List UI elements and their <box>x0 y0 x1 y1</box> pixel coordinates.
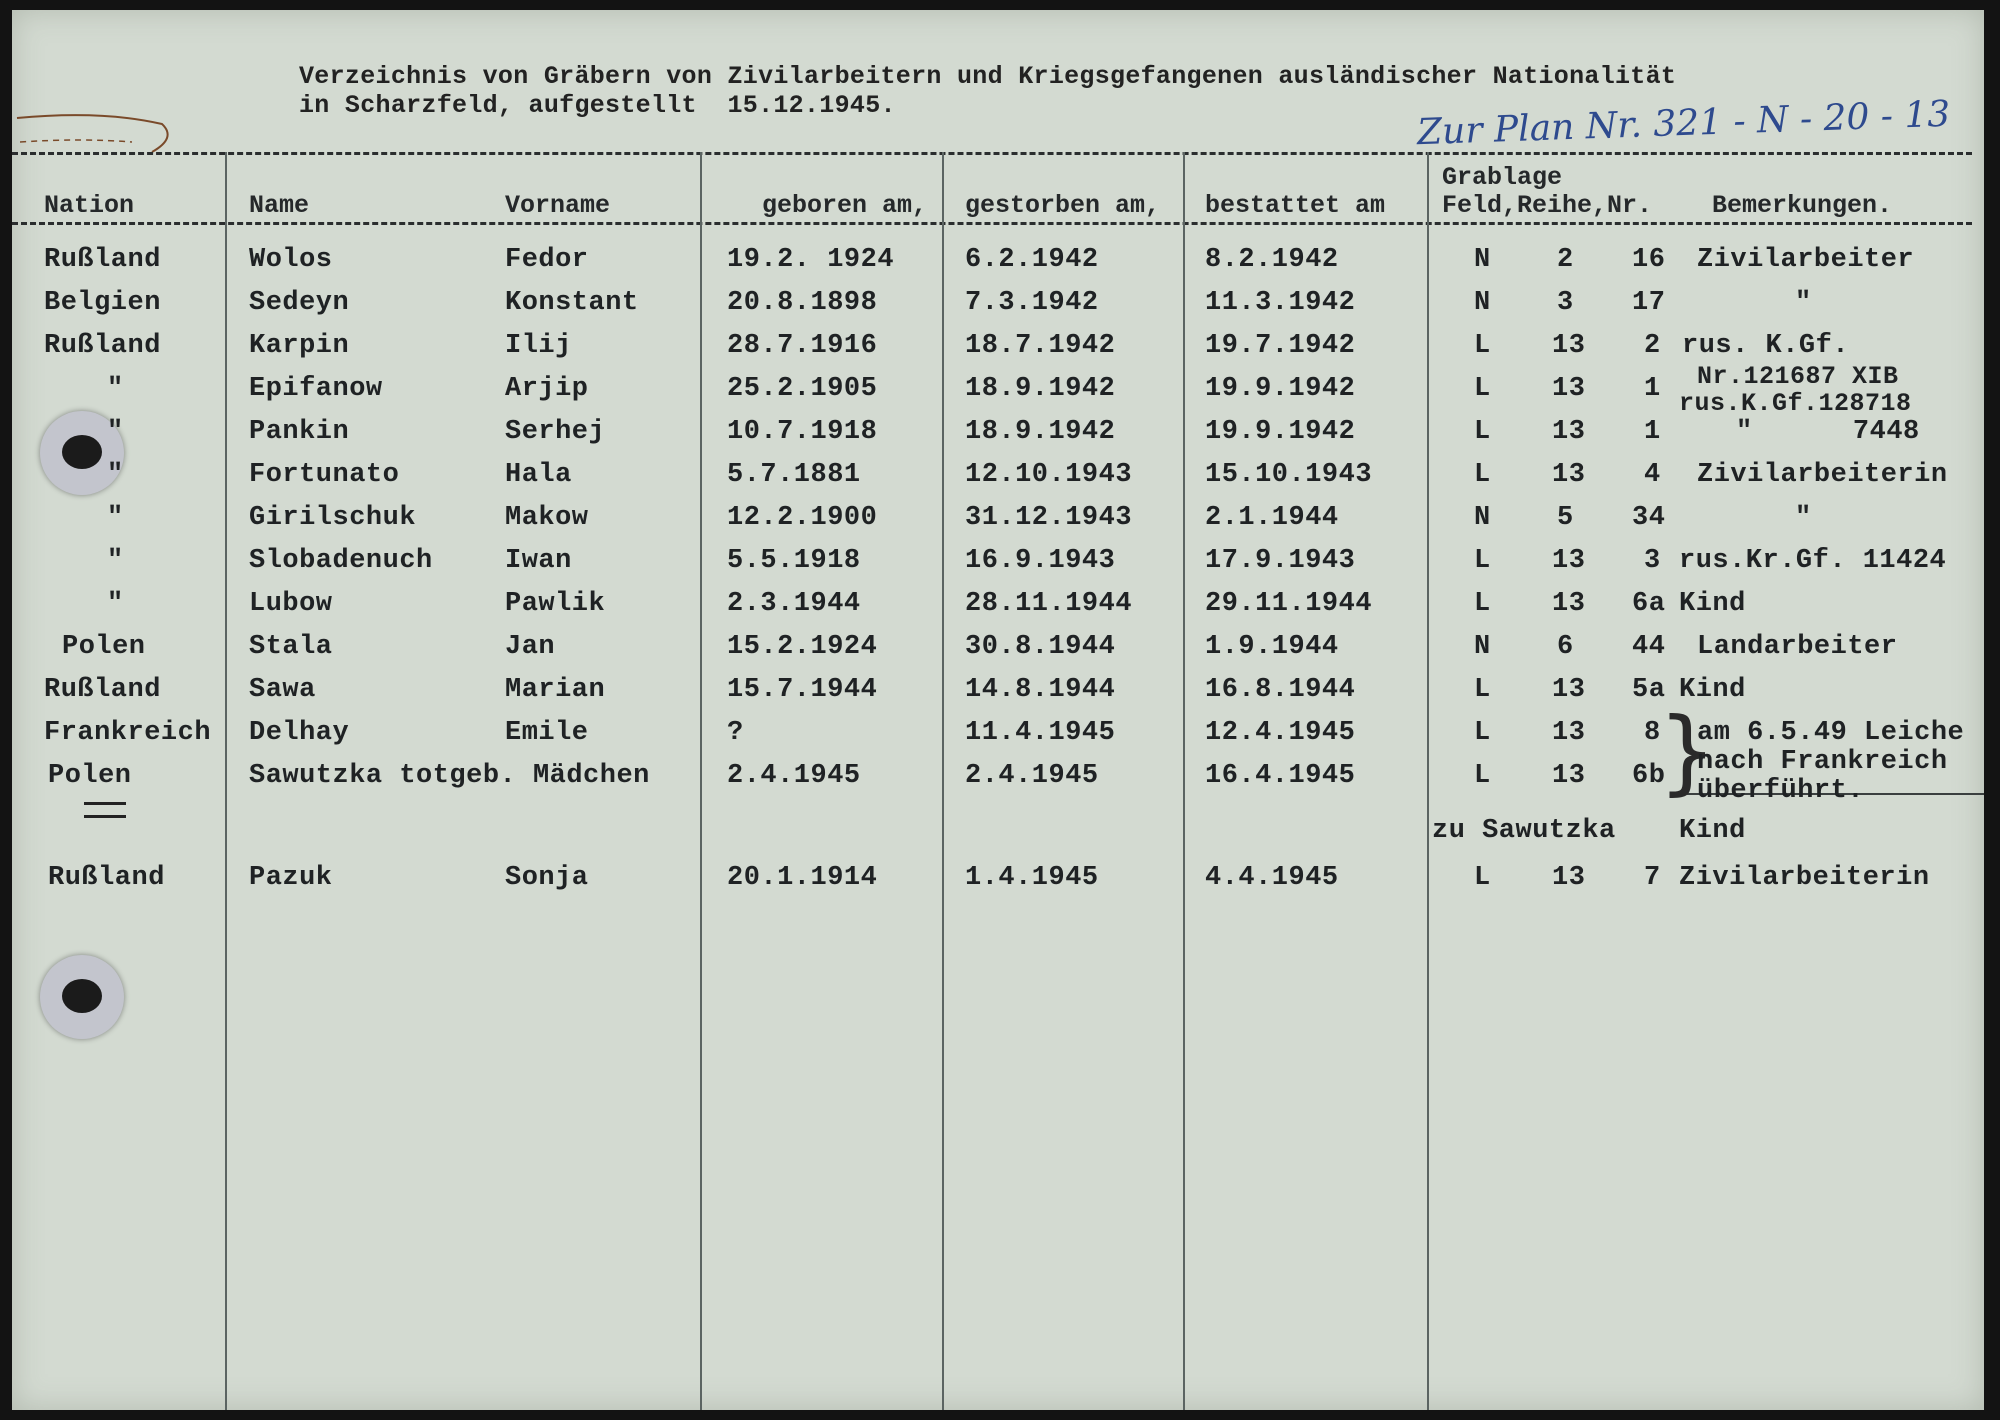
cell-feld: zu Sawutzka <box>1432 816 1616 846</box>
cell-vorname: Ilij <box>505 331 572 361</box>
col-divider-2 <box>700 152 702 1410</box>
cell-vorname: Iwan <box>505 546 572 576</box>
cell-nation: Polen <box>48 761 132 791</box>
cell-nation: " <box>107 374 124 404</box>
cell-vorname: Fedor <box>505 245 589 275</box>
cell-bemerkung: Zivilarbeiter <box>1697 245 1915 275</box>
cell-bestattet: 11.3.1942 <box>1205 288 1356 318</box>
cell-feld: L <box>1474 546 1491 576</box>
cell-reihe: 13 <box>1552 675 1586 705</box>
cell-reihe: 6 <box>1557 632 1574 662</box>
struck-out-mark <box>84 802 126 818</box>
cell-bemerkung: Landarbeiter <box>1697 632 1898 662</box>
header-feld-reihe-nr: Feld,Reihe,Nr. <box>1442 191 1653 220</box>
cell-bestattet: 19.7.1942 <box>1205 331 1356 361</box>
cell-geboren: 28.7.1916 <box>727 331 878 361</box>
cell-gestorben: 30.8.1944 <box>965 632 1116 662</box>
cell-gestorben: 28.11.1944 <box>965 589 1133 619</box>
cell-feld: L <box>1474 374 1491 404</box>
header-name: Name <box>249 191 310 220</box>
cell-nr: 8 <box>1644 718 1661 748</box>
cell-geboren: 2.4.1945 <box>727 761 861 791</box>
col-divider-5 <box>1427 152 1429 1410</box>
cell-name: Pazuk <box>249 863 333 893</box>
cell-gestorben: 14.8.1944 <box>965 675 1116 705</box>
cell-nr: 1 <box>1644 417 1661 447</box>
cell-nation: Rußland <box>44 331 161 361</box>
cell-bestattet: 2.1.1944 <box>1205 503 1339 533</box>
cell-vorname: Emile <box>505 718 589 748</box>
cell-feld: N <box>1474 288 1491 318</box>
cell-reihe: 13 <box>1552 761 1586 791</box>
cell-bestattet: 16.4.1945 <box>1205 761 1356 791</box>
cell-geboren: 10.7.1918 <box>727 417 878 447</box>
cell-geboren: 25.2.1905 <box>727 374 878 404</box>
cell-nation: Frankreich <box>44 718 212 748</box>
archive-card <box>12 10 1984 1410</box>
cell-feld: L <box>1474 675 1491 705</box>
header-bestattet: bestattet am <box>1205 191 1386 220</box>
header-nation: Nation <box>44 191 135 220</box>
cell-reihe: 13 <box>1552 374 1586 404</box>
cell-vorname: Jan <box>505 632 556 662</box>
cell-name: Sawa <box>249 675 316 705</box>
cell-bestattet: 1.9.1944 <box>1205 632 1339 662</box>
cell-name: Karpin <box>249 331 350 361</box>
cell-name: Fortunato <box>249 460 400 490</box>
cell-name: Slobadenuch <box>249 546 433 576</box>
cell-bemerkung: Zivilarbeiterin <box>1697 460 1948 490</box>
cell-bestattet: 16.8.1944 <box>1205 675 1356 705</box>
cell-name: Stala <box>249 632 333 662</box>
cell-reihe: 5 <box>1557 503 1574 533</box>
cell-nr: 7 <box>1644 863 1661 893</box>
cell-gestorben: 18.9.1942 <box>965 374 1116 404</box>
cell-geboren: 20.8.1898 <box>727 288 878 318</box>
cell-reihe: 13 <box>1552 718 1586 748</box>
cell-reihe: 3 <box>1557 288 1574 318</box>
cell-name: Pankin <box>249 417 350 447</box>
cell-nation: " <box>107 546 124 576</box>
cell-reihe: 13 <box>1552 417 1586 447</box>
cell-gestorben: 12.10.1943 <box>965 460 1133 490</box>
cell-bestattet: 8.2.1942 <box>1205 245 1339 275</box>
cell-geboren: 19.2. 1924 <box>727 245 895 275</box>
cell-vorname: Marian <box>505 675 606 705</box>
cell-geboren: 12.2.1900 <box>727 503 878 533</box>
header-bemerkungen: Bemerkungen. <box>1712 191 1893 220</box>
cell-nation: Rußland <box>48 863 165 893</box>
cell-reihe: 13 <box>1552 863 1586 893</box>
cell-reihe: 2 <box>1557 245 1574 275</box>
cell-name: Lubow <box>249 589 333 619</box>
cell-bemerkung: Nr.121687 XIB <box>1697 362 1899 391</box>
header-vorname: Vorname <box>505 191 611 220</box>
cell-reihe: 13 <box>1552 589 1586 619</box>
cell-feld: L <box>1474 718 1491 748</box>
col-divider-3 <box>942 152 944 1410</box>
cell-reihe: 13 <box>1552 546 1586 576</box>
cell-bemerkung-line-3: überführt. <box>1697 776 1865 806</box>
cell-bestattet: 17.9.1943 <box>1205 546 1356 576</box>
cell-bestattet: 19.9.1942 <box>1205 374 1356 404</box>
col-divider-1 <box>225 152 227 1410</box>
cell-nr: 2 <box>1644 331 1661 361</box>
cell-bestattet: 15.10.1943 <box>1205 460 1373 490</box>
cell-feld: N <box>1474 632 1491 662</box>
cell-nation: " <box>107 503 124 533</box>
cell-geboren: 5.5.1918 <box>727 546 861 576</box>
cell-nr: 3 <box>1644 546 1661 576</box>
cell-gestorben: 1.4.1945 <box>965 863 1099 893</box>
cell-vorname: Konstant <box>505 288 639 318</box>
cell-nr: 5a <box>1632 675 1666 705</box>
cell-vorname: Serhej <box>505 417 606 447</box>
cell-bemerkung-line-2: nach Frankreich <box>1697 747 1948 777</box>
pencil-mark <box>12 90 192 160</box>
cell-geboren: ? <box>727 718 744 748</box>
cell-name: Wolos <box>249 245 333 275</box>
cell-feld: L <box>1474 460 1491 490</box>
cell-bemerkung: am 6.5.49 Leiche <box>1697 718 1965 748</box>
cell-bestattet: 29.11.1944 <box>1205 589 1373 619</box>
cell-reihe: 13 <box>1552 460 1586 490</box>
cell-geboren: 5.7.1881 <box>727 460 861 490</box>
cell-feld: N <box>1474 245 1491 275</box>
cell-bemerkung: " 7448 <box>1736 417 1920 447</box>
cell-nation: Belgien <box>44 288 161 318</box>
cell-bestattet: 19.9.1942 <box>1205 417 1356 447</box>
cell-nation: " <box>107 417 124 447</box>
cell-nr: 6b <box>1632 761 1666 791</box>
cell-nation: " <box>107 460 124 490</box>
cell-nr: 34 <box>1632 503 1666 533</box>
cell-bemerkung: " <box>1795 503 1812 533</box>
cell-nation: " <box>107 589 124 619</box>
punch-hole-bottom <box>40 955 124 1039</box>
header-dashed-rule <box>12 222 1972 225</box>
cell-vorname: Sonja <box>505 863 589 893</box>
cell-geboren: 15.7.1944 <box>727 675 878 705</box>
cell-gestorben: 18.7.1942 <box>965 331 1116 361</box>
cell-feld: N <box>1474 503 1491 533</box>
cell-bestattet: 12.4.1945 <box>1205 718 1356 748</box>
cell-bemerkung: rus. K.Gf. <box>1682 331 1850 361</box>
cell-nation: Rußland <box>44 245 161 275</box>
title-line-1: Verzeichnis von Gräbern von Zivilarbeitern und Kriegsgefangenen ausländischer Nationalität <box>299 62 1677 91</box>
cell-reihe: 13 <box>1552 331 1586 361</box>
cell-feld: L <box>1474 589 1491 619</box>
cell-bemerkung-line-2: rus.K.Gf.128718 <box>1679 389 1912 418</box>
cell-gestorben: 11.4.1945 <box>965 718 1116 748</box>
cell-gestorben: 7.3.1942 <box>965 288 1099 318</box>
cell-geboren: 2.3.1944 <box>727 589 861 619</box>
cell-gestorben: 16.9.1943 <box>965 546 1116 576</box>
cell-name: Sedeyn <box>249 288 350 318</box>
cell-nation: Polen <box>62 632 146 662</box>
cell-bemerkung: Kind <box>1679 816 1746 846</box>
cell-bemerkung: rus.Kr.Gf. 11424 <box>1679 546 1947 576</box>
cell-gestorben: 2.4.1945 <box>965 761 1099 791</box>
cell-feld: L <box>1474 331 1491 361</box>
cell-feld: L <box>1474 761 1491 791</box>
cell-nr: 44 <box>1632 632 1666 662</box>
cell-geboren: 15.2.1924 <box>727 632 878 662</box>
cell-gestorben: 31.12.1943 <box>965 503 1133 533</box>
cell-vorname: Pawlik <box>505 589 606 619</box>
cell-name: Epifanow <box>249 374 383 404</box>
col-divider-4 <box>1183 152 1185 1410</box>
cell-bemerkung: Kind <box>1679 589 1746 619</box>
cell-vorname: Makow <box>505 503 589 533</box>
title-line-2: in Scharzfeld, aufgestellt 15.12.1945. <box>299 91 896 120</box>
cell-name: Delhay <box>249 718 350 748</box>
cell-gestorben: 18.9.1942 <box>965 417 1116 447</box>
cell-nr: 16 <box>1632 245 1666 275</box>
cell-vorname: Arjip <box>505 374 589 404</box>
handwritten-reference: Zur Plan Nr. 321 - N - 20 - 13 <box>1416 93 1951 154</box>
cell-bemerkung: Kind <box>1679 675 1746 705</box>
cell-feld: L <box>1474 417 1491 447</box>
cell-vorname: Hala <box>505 460 572 490</box>
cell-name: Sawutzka totgeb. Mädchen <box>249 761 650 791</box>
cell-nr: 6a <box>1632 589 1666 619</box>
header-gestorben: gestorben am, <box>965 191 1161 220</box>
cell-name: Girilschuk <box>249 503 417 533</box>
cell-nr: 4 <box>1644 460 1661 490</box>
cell-nr: 17 <box>1632 288 1666 318</box>
top-dashed-rule <box>12 152 1972 155</box>
header-geboren: geboren am, <box>762 191 928 220</box>
remarks-brace: } <box>1658 698 1717 805</box>
header-grablage: Grablage <box>1442 163 1563 192</box>
cell-feld: L <box>1474 863 1491 893</box>
cell-geboren: 20.1.1914 <box>727 863 878 893</box>
cell-bemerkung: Zivilarbeiterin <box>1679 863 1930 893</box>
cell-gestorben: 6.2.1942 <box>965 245 1099 275</box>
cell-bestattet: 4.4.1945 <box>1205 863 1339 893</box>
cell-nr: 1 <box>1644 374 1661 404</box>
cell-nation: Rußland <box>44 675 161 705</box>
cell-bemerkung: " <box>1795 288 1812 318</box>
